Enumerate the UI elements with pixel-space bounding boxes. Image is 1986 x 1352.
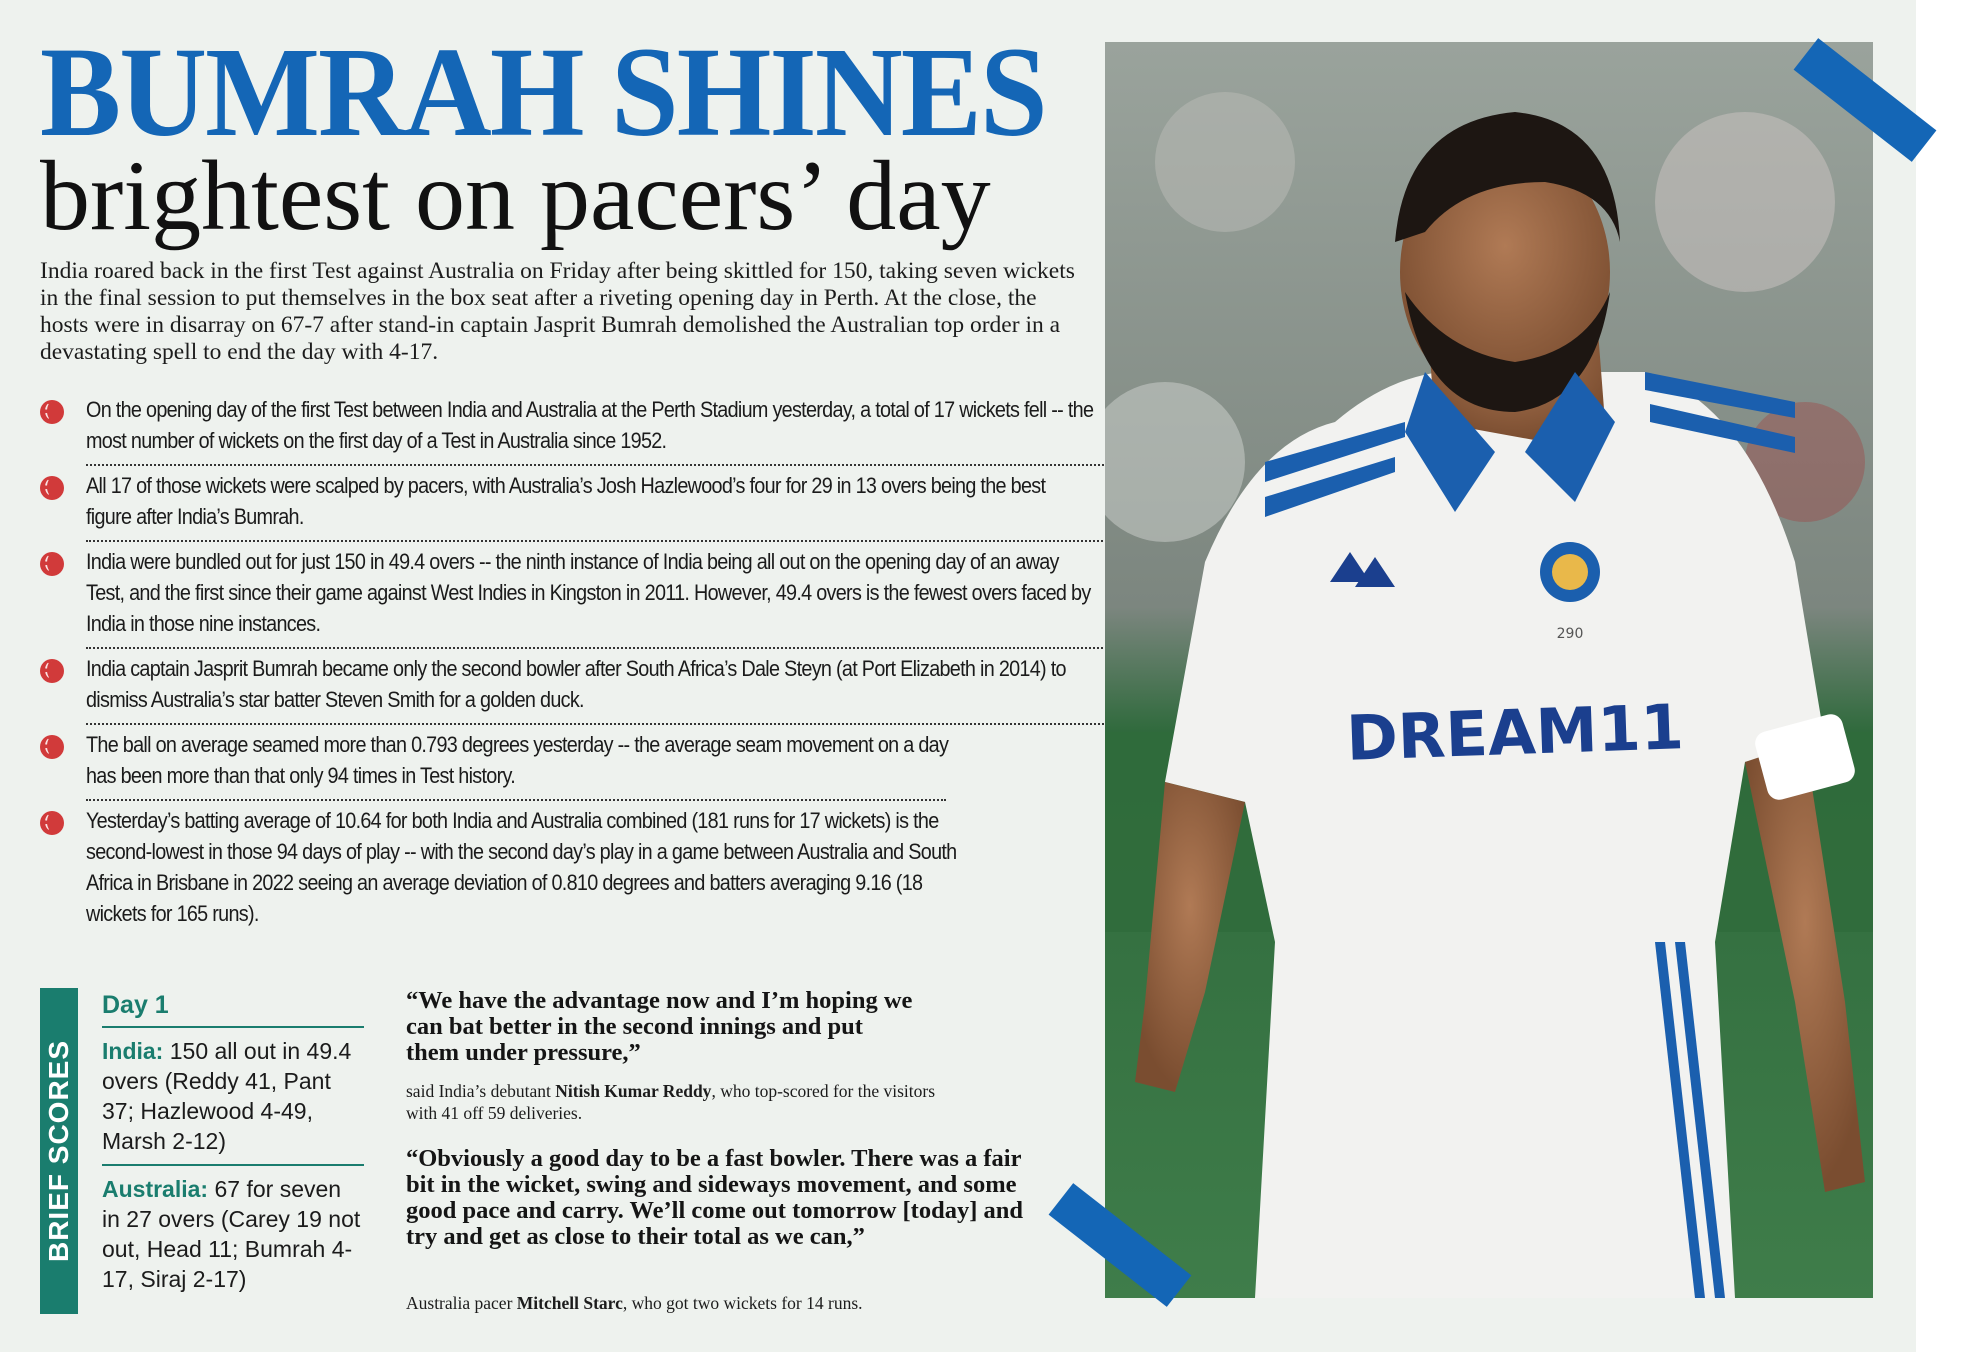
cricket-ball-icon (40, 400, 64, 424)
fact-item (40, 394, 1096, 462)
dotted-divider (86, 540, 1126, 542)
quote-reddy-attribution (406, 1080, 946, 1124)
quote-starc-attribution (406, 1292, 1046, 1314)
attribution-prefix: said India’s debutant (406, 1081, 551, 1101)
headline-main: BUMRAH SHINES (40, 21, 1046, 163)
fact-text: India were bundled out for just 150 in 49.4 overs -- the ninth instance of India being all out on the opening day of an away Test, and the first since their game against West Indies in Kingston in 2011. However, 49.4 overs is the fewest overs faced by India in those nine instances. (86, 549, 1091, 636)
australia-score (102, 1174, 364, 1302)
team-name: India: (102, 1038, 164, 1064)
fact-text: India captain Jasprit Bumrah became only the second bowler after South Africa’s Dale Steyn (at Port Elizabeth in 2014) to dismiss Australia’s star batter Steven Smith for a golden duck. (86, 656, 1066, 712)
quote-starc: “Obviously a good day to be a fast bowler. There was a fair bit in the wicket, swing and sideways movement, and some good pace and carry. We’ll come out tomorrow [today] and try and get as close to their total as we can,” (406, 1145, 1023, 1250)
headline-sub: brightest on pacers’ day (40, 140, 991, 251)
cricket-ball-icon (40, 735, 64, 759)
dotted-divider (86, 723, 1116, 725)
jersey-number: 290 (1556, 626, 1584, 642)
brief-scores-label-band (40, 988, 78, 1314)
fact-list (40, 394, 1094, 943)
fact-item (40, 546, 1096, 645)
jersey-sponsor: DREAM11 (1345, 690, 1685, 775)
fact-text: On the opening day of the first Test between India and Australia at the Perth Stadium yesterday, a total of 17 wickets fell -- the most number of wickets on the first day of a Test in Australia since 1952. (86, 397, 1094, 453)
dotted-divider (86, 647, 1126, 649)
india-score (102, 1036, 364, 1166)
cricket-ball-icon (40, 811, 64, 835)
brief-scores-label: BRIEF SCORES (43, 1039, 74, 1263)
fact-item (40, 805, 966, 935)
quote-reddy: “We have the advantage now and I’m hoping we can bat better in the second innings and put them under pressure,” (406, 987, 913, 1066)
score-text: 67 for seven in 27 overs (Carey 19 not out, Head 11; Bumrah 4-17, Siraj 2-17) (102, 1176, 361, 1292)
fact-item (40, 729, 949, 797)
speaker-name: Nitish Kumar Reddy (555, 1081, 712, 1101)
fact-text: Yesterday’s batting average of 10.64 for both India and Australia combined (181 runs for 17 wickets) is the second-lowest in those 94 days of play -- with the second day’s play in a game between Australia and South Africa in Brisbane in 2022 seeing an average deviation of 0.810 degrees and batters averaging 9.16 (18 wickets for 165 runs). (86, 808, 957, 926)
brief-scores (102, 990, 364, 1302)
scores-day-heading: Day 1 (102, 990, 364, 1028)
speaker-name: Mitchell Starc (516, 1293, 623, 1313)
attribution-suffix: , who got two wickets for 14 runs. (622, 1293, 863, 1313)
score-text: 150 all out in 49.4 overs (Reddy 41, Pant 37; Hazlewood 4-49, Marsh 2-12) (102, 1038, 352, 1154)
fact-text: The ball on average seamed more than 0.793 degrees yesterday -- the average seam movement on a day has been more than that only 94 times in Test history. (86, 732, 949, 788)
player-photo (1105, 42, 1873, 1298)
dotted-divider (86, 464, 1136, 466)
team-name: Australia: (102, 1176, 209, 1202)
attribution-suffix: , who top-scored for the visitors with 41 off 59 deliveries. (406, 1081, 936, 1123)
cricket-ball-icon (40, 476, 64, 500)
dotted-divider (86, 799, 946, 801)
cricket-ball-icon (40, 659, 64, 683)
cricket-ball-icon (40, 552, 64, 576)
player-photo-illustration (1105, 42, 1873, 1298)
intro-paragraph: India roared back in the first Test against Australia on Friday after being skittled for 150, taking seven wickets in the final session to put themselves in the box seat after a riveting opening day in Perth. At the close, the hosts were in disarray on 67-7 after stand-in captain Jasprit Bumrah demolished the Australian top order in a devastating spell to end the day with 4-17. (40, 258, 1075, 365)
fact-item (40, 653, 1096, 721)
fact-item (40, 470, 1086, 538)
attribution-prefix: Australia pacer (406, 1293, 513, 1313)
fact-text: All 17 of those wickets were scalped by pacers, with Australia’s Josh Hazlewood’s four for 29 in 13 overs being the best figure after India’s Bumrah. (86, 473, 1046, 529)
